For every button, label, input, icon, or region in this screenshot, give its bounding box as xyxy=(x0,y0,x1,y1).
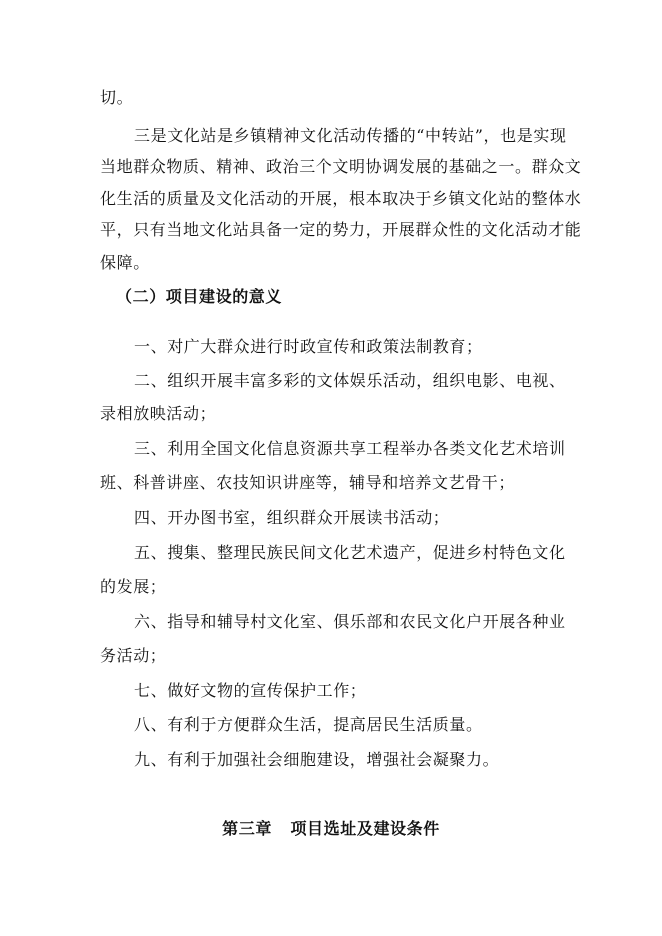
list-item-line: 四、开办图书室，组织群众开展读书活动； xyxy=(134,508,450,527)
paragraph-line: 平，只有当地文化站具备一定的势力，开展群众性的文化活动才能 xyxy=(100,220,582,239)
chapter-heading xyxy=(0,819,662,839)
paragraph-line: 化生活的质量及文化活动的开展，根本取决于乡镇文化站的整体水 xyxy=(100,189,582,208)
list-item-line: 三、利用全国文化信息资源共享工程举办各类文化艺术培训 xyxy=(134,439,566,458)
paragraph-line: 当地群众物质、精神、政治三个文明协调发展的基础之一。群众文 xyxy=(100,157,582,176)
chapter-title: 项目选址及建设条件 xyxy=(290,819,440,838)
paragraph-tail: 切。 xyxy=(100,88,134,107)
list-item-line: 九、有利于加强社会细胞建设，增强社会凝聚力。 xyxy=(134,750,500,769)
list-item-line: 录相放映活动； xyxy=(100,404,217,423)
paragraph-line: 三是文化站是乡镇精神文化活动传播的“中转站”，也是实现 xyxy=(134,126,567,145)
list-item-line: 务活动； xyxy=(100,646,167,665)
paragraph-line: 保障。 xyxy=(100,253,150,272)
list-item-line: 的发展； xyxy=(100,577,167,596)
list-item-line: 六、指导和辅导村文化室、俱乐部和农民文化户开展各种业 xyxy=(134,612,566,631)
chapter-number: 第三章 xyxy=(222,819,272,838)
section-heading: （二）项目建设的意义 xyxy=(116,287,283,306)
list-item-line: 五、搜集、整理民族民间文化艺术遗产，促进乡村特色文化 xyxy=(134,543,566,562)
list-item-line: 八、有利于方便群众生活，提高居民生活质量。 xyxy=(134,715,483,734)
list-item-line: 七、做好文物的宣传保护工作； xyxy=(134,681,367,700)
list-item-line: 二、组织开展丰富多彩的文体娱乐活动，组织电影、电视、 xyxy=(134,371,566,390)
list-item-line: 班、科普讲座、农技知识讲座等，辅导和培养文艺骨干； xyxy=(100,473,516,492)
list-item-line: 一、对广大群众进行时政宣传和政策法制教育； xyxy=(134,337,483,356)
